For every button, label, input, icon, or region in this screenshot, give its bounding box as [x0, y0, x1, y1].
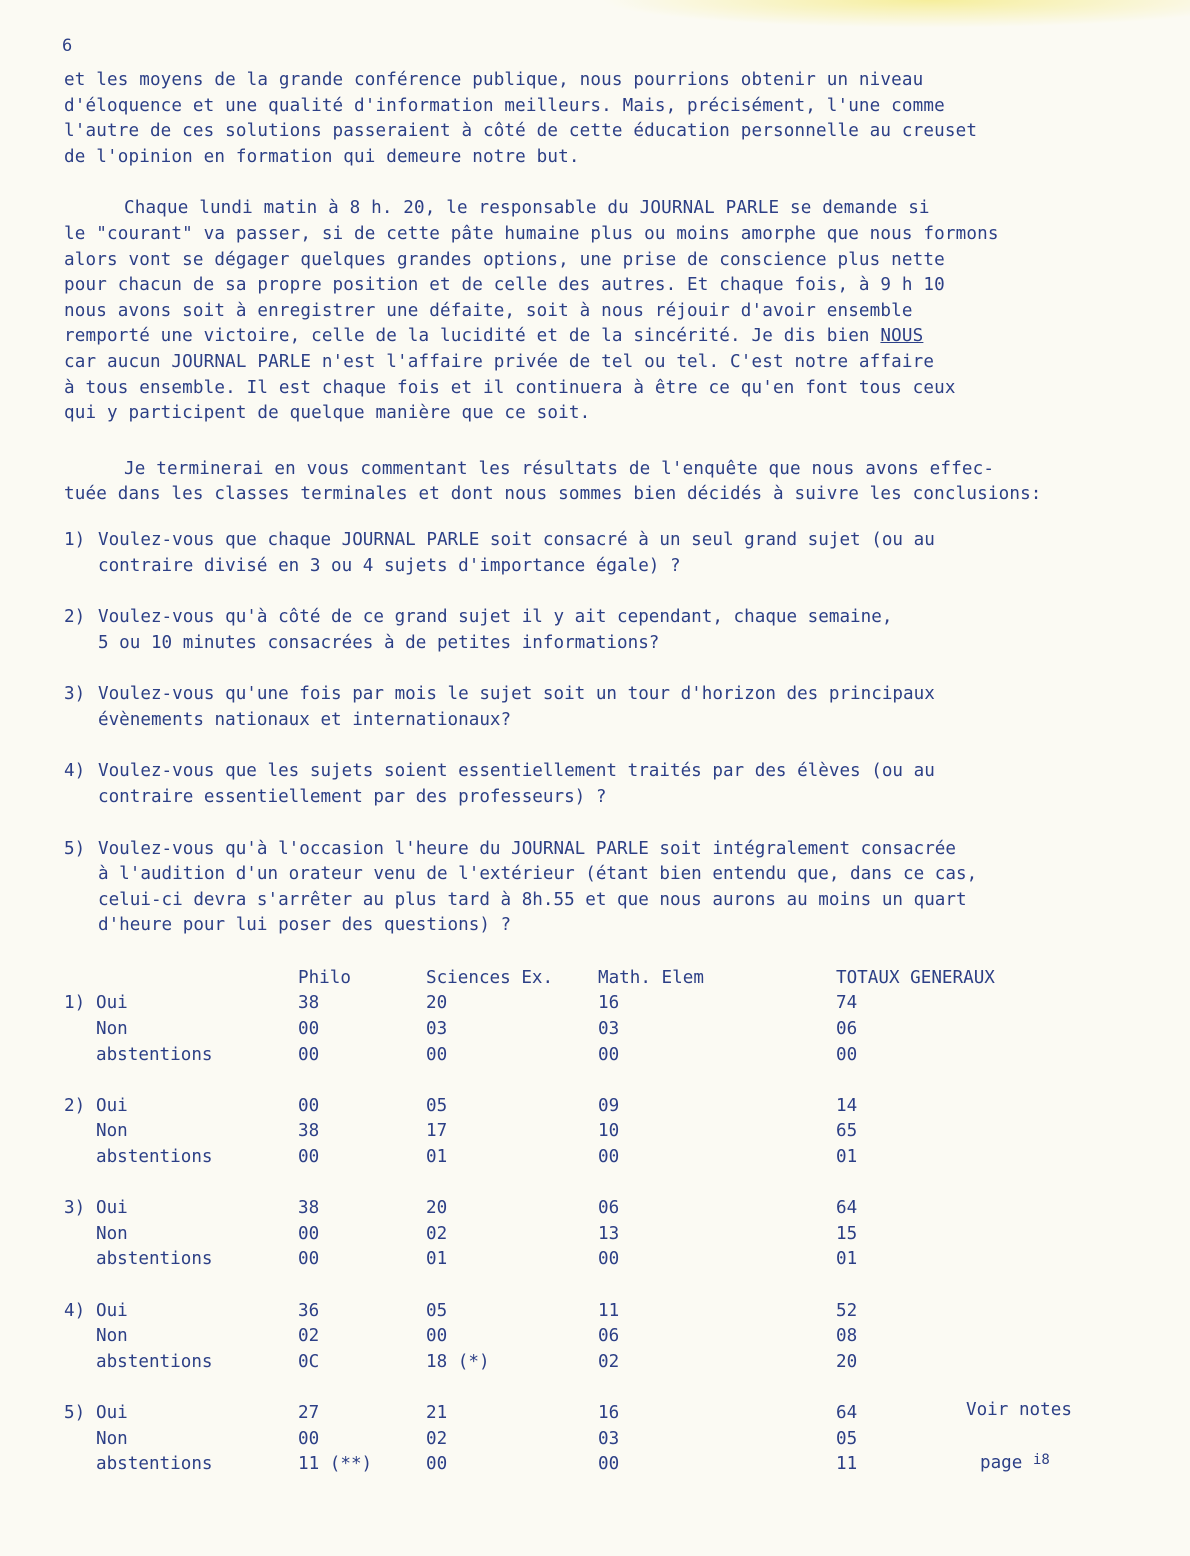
- row-label: abstentions: [96, 1249, 213, 1270]
- cell-math: 03: [598, 1428, 620, 1449]
- side-note-page-label: page: [980, 1453, 1023, 1473]
- header-totaux: TOTAUX GENERAUX: [836, 967, 995, 988]
- header-math: Math. Elem: [598, 967, 704, 988]
- cell-total: 14: [836, 1095, 858, 1116]
- cell-math: 16: [598, 993, 620, 1014]
- group-spacer: [64, 1272, 1016, 1298]
- document-page: [64, 36, 1154, 1477]
- question-number: 5): [64, 838, 86, 859]
- cell-total: 74: [836, 993, 858, 1014]
- group-number: [64, 1349, 96, 1375]
- group-number: 5): [64, 1402, 86, 1423]
- cell-sciences: 02: [426, 1428, 448, 1449]
- row-label: Non: [96, 1326, 128, 1347]
- table-row: [64, 991, 1016, 1017]
- group-number: 2): [64, 1095, 86, 1116]
- cell-philo: 00: [298, 1428, 320, 1449]
- cell-sciences: 01: [426, 1249, 448, 1270]
- cell-sciences: 00: [426, 1326, 448, 1347]
- header-sciences: Sciences Ex.: [426, 967, 554, 988]
- group-number: [64, 1323, 96, 1349]
- side-note-line2: [980, 1452, 1050, 1473]
- cell-philo: 00: [298, 1146, 320, 1167]
- table-row: [64, 1451, 1016, 1477]
- question-number: 2): [64, 607, 86, 628]
- paragraph-journal-parle-rest: car aucun JOURNAL PARLE n'est l'affaire privée de tel ou tel. C'est notre affaire à tous ensemble. Il est chaque fois et il continuera à être ce qu'en font tous ceux qui y participent de quelque manière que ce soit.: [64, 351, 956, 424]
- header-philo: Philo: [298, 967, 351, 988]
- side-note-page-ref: i8: [1032, 1452, 1050, 1468]
- cell-philo: 38: [298, 1121, 320, 1142]
- cell-philo: 00: [298, 1019, 320, 1040]
- question-text: Voulez-vous qu'à l'occasion l'heure du JOURNAL PARLE soit intégralement consacrée à l'audition d'un orateur venu de l'extérieur (étant bien entendu que, dans ce cas, celui-ci devra s'arrêter au plus tard à 8h.55 et que nous aurons au moins un quart d'heure pour lui poser des questions) ?: [98, 838, 978, 936]
- cell-sciences: 17: [426, 1121, 448, 1142]
- group-number: [64, 1451, 96, 1477]
- cell-total: 08: [836, 1326, 858, 1347]
- table-row: [64, 1349, 1016, 1375]
- table-row: [64, 1042, 1016, 1068]
- cell-total: 65: [836, 1121, 858, 1142]
- cell-math: 11: [598, 1300, 620, 1321]
- group-number: [64, 1042, 96, 1068]
- table-row: [64, 1221, 1016, 1247]
- cell-math: 00: [598, 1454, 620, 1475]
- row-label: Oui: [96, 1402, 128, 1423]
- cell-philo: 11 (**): [298, 1454, 373, 1475]
- table-row: [64, 1400, 1016, 1426]
- cell-philo: 0C: [298, 1351, 320, 1372]
- group-number: [64, 1247, 96, 1273]
- cell-math: 00: [598, 1146, 620, 1167]
- question-number: 3): [64, 684, 86, 705]
- table-row: [64, 1426, 1016, 1452]
- cell-math: 16: [598, 1402, 620, 1423]
- cell-total: 01: [836, 1146, 858, 1167]
- group-number: [64, 1426, 96, 1452]
- row-label: Oui: [96, 1095, 128, 1116]
- cell-math: 03: [598, 1019, 620, 1040]
- cell-total: 05: [836, 1428, 858, 1449]
- question-text: Voulez-vous qu'une fois par mois le sujet soit un tour d'horizon des principaux évènements nationaux et internationaux?: [98, 684, 935, 730]
- table-row: [64, 1093, 1016, 1119]
- question-item: [64, 605, 1154, 656]
- row-label: Non: [96, 1223, 128, 1244]
- cell-philo: 38: [298, 1198, 320, 1219]
- page-number: 6: [62, 36, 73, 56]
- cell-philo: 02: [298, 1326, 320, 1347]
- question-text: Voulez-vous que chaque JOURNAL PARLE soit consacré à un seul grand sujet (ou au contraire divisé en 3 ou 4 sujets d'importance égale) ?: [98, 529, 935, 576]
- cell-sciences: 20: [426, 1198, 448, 1219]
- question-item: [64, 528, 1154, 579]
- side-note-line1: Voir notes: [966, 1400, 1072, 1420]
- cell-total: 64: [836, 1198, 858, 1219]
- cell-math: 09: [598, 1095, 620, 1116]
- cell-math: 13: [598, 1223, 620, 1244]
- question-text: Voulez-vous que les sujets soient essentiellement traités par des élèves (ou au contraire essentiellement par des professeurs) ?: [98, 761, 935, 808]
- cell-total: 15: [836, 1223, 858, 1244]
- cell-sciences: 05: [426, 1095, 448, 1116]
- row-label: Oui: [96, 1300, 128, 1321]
- cell-total: 06: [836, 1019, 858, 1040]
- row-label: abstentions: [96, 1044, 213, 1065]
- cell-philo: 00: [298, 1223, 320, 1244]
- table-body: [64, 991, 1016, 1477]
- question-text: Voulez-vous qu'à côté de ce grand sujet il y ait cependant, chaque semaine, 5 ou 10 minutes consacrées à de petites informations?: [98, 607, 893, 653]
- cell-sciences: 18 (*): [426, 1351, 490, 1372]
- row-label: Non: [96, 1428, 128, 1449]
- cell-philo: 38: [298, 993, 320, 1014]
- cell-math: 10: [598, 1121, 620, 1142]
- question-item: [64, 682, 1154, 733]
- row-label: Non: [96, 1121, 128, 1142]
- cell-math: 02: [598, 1351, 620, 1372]
- cell-sciences: 00: [426, 1044, 448, 1065]
- question-number: 4): [64, 761, 86, 782]
- cell-math: 00: [598, 1044, 620, 1065]
- cell-sciences: 01: [426, 1146, 448, 1167]
- cell-sciences: 00: [426, 1454, 448, 1475]
- table-row: [64, 1195, 1016, 1221]
- table-row: [64, 1144, 1016, 1170]
- cell-math: 06: [598, 1198, 620, 1219]
- cell-philo: 00: [298, 1095, 320, 1116]
- paragraph-enquete-intro: Je terminerai en vous commentant les résultats de l'enquête que nous avons effec- tuée dans les classes terminales et dont nous sommes bien décidés à suivre les conclusions:: [64, 458, 1042, 505]
- paragraph-continuation: et les moyens de la grande conférence publique, nous pourrions obtenir un niveau d'éloquence et une qualité d'information meilleurs. Mais, précisément, l'une comme l'autre de ces solutions passeraient à côté de cette éducation personnelle au creuset de l'opinion en formation qui demeure notre but.: [64, 70, 978, 167]
- cell-sciences: 20: [426, 993, 448, 1014]
- cell-philo: 00: [298, 1044, 320, 1065]
- table-row: [64, 1323, 1016, 1349]
- question-item: [64, 837, 1154, 939]
- cell-sciences: 05: [426, 1300, 448, 1321]
- table-row: [64, 1119, 1016, 1145]
- cell-total: 52: [836, 1300, 858, 1321]
- group-number: 4): [64, 1300, 86, 1321]
- group-spacer: [64, 1067, 1016, 1093]
- cell-math: 06: [598, 1326, 620, 1347]
- results-table: [64, 965, 1016, 1477]
- row-label: Non: [96, 1019, 128, 1040]
- table-header-row: [64, 965, 1016, 991]
- cell-total: 01: [836, 1249, 858, 1270]
- row-label: Oui: [96, 993, 128, 1014]
- cell-philo: 36: [298, 1300, 320, 1321]
- emphasis-nous: NOUS: [880, 326, 924, 347]
- cell-total: 11: [836, 1454, 858, 1475]
- paragraph-journal-parle-text: Chaque lundi matin à 8 h. 20, le responsable du JOURNAL PARLE se demande si le "courant" va passer, si de cette pâte humaine plus ou moins amorphe que nous formons alors vont se dégager quelques grandes options, une prise de conscience plus nette pour chacun de sa propre position et de celle des autres. Et chaque fois, à 9 h 10 nous avons soit à enregistrer une défaite, soit à nous réjouir d'avoir ensemble remporté une victoire, celle de la lucidité et de la sincérité. Je dis bien: [64, 198, 999, 347]
- cell-sciences: 02: [426, 1223, 448, 1244]
- group-number: 1): [64, 993, 86, 1014]
- row-label: abstentions: [96, 1351, 213, 1372]
- paragraph-journal-parle: [64, 196, 1154, 426]
- survey-questions: [64, 528, 1154, 939]
- question-number: 1): [64, 529, 86, 550]
- row-label: Oui: [96, 1198, 128, 1219]
- table-row: [64, 1247, 1016, 1273]
- cell-math: 00: [598, 1249, 620, 1270]
- group-number: [64, 1221, 96, 1247]
- question-item: [64, 759, 1154, 810]
- row-label: abstentions: [96, 1454, 213, 1475]
- group-number: [64, 1119, 96, 1145]
- row-label: abstentions: [96, 1146, 213, 1167]
- group-spacer: [64, 1170, 1016, 1196]
- cell-philo: 27: [298, 1402, 320, 1423]
- cell-sciences: 21: [426, 1402, 448, 1423]
- group-spacer: [64, 1375, 1016, 1401]
- cell-total: 00: [836, 1044, 858, 1065]
- cell-philo: 00: [298, 1249, 320, 1270]
- group-number: 3): [64, 1198, 86, 1219]
- group-number: [64, 1144, 96, 1170]
- table-row: [64, 1016, 1016, 1042]
- cell-total: 20: [836, 1351, 858, 1372]
- group-number: [64, 1016, 96, 1042]
- cell-sciences: 03: [426, 1019, 448, 1040]
- paper-stain: [600, 0, 1190, 28]
- cell-total: 64: [836, 1402, 858, 1423]
- table-row: [64, 1298, 1016, 1324]
